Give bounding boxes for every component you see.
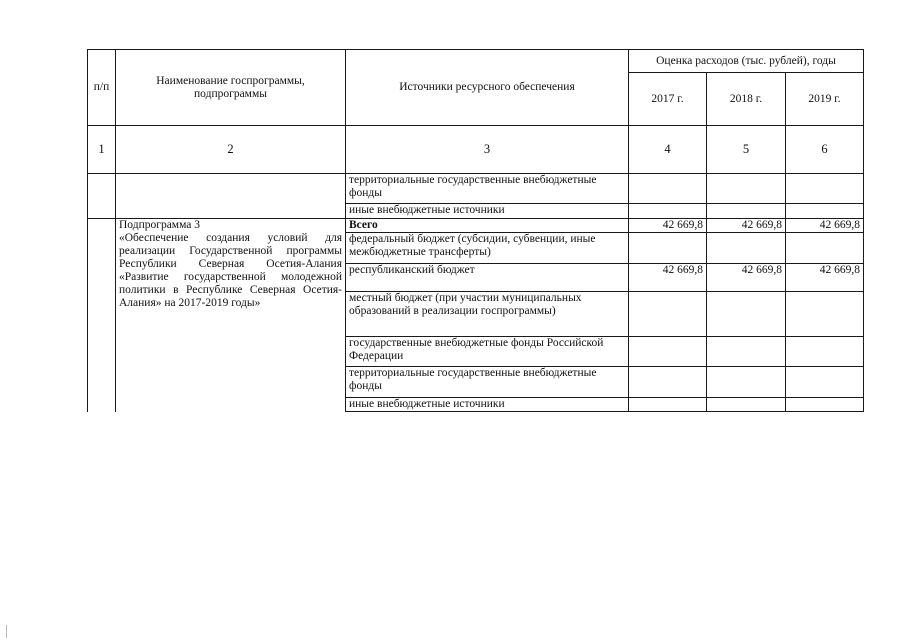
value-cell: [629, 367, 707, 398]
source-cell: федеральный бюджет (субсидии, субвенции, иные межбюджетные трансферты): [346, 233, 629, 264]
value-cell: [786, 398, 864, 412]
subprogram-description: «Обеспечение создания условий для реализации Государственной программы Республики Северная Осетия-Алания «Развитие государственной молодежной политики в Республике Северная Осетия-Алания» на 2017-2019 годы»: [119, 232, 342, 309]
column-number: 1: [88, 126, 116, 174]
source-cell: иные внебюджетные источники: [346, 204, 629, 219]
value-cell: [786, 174, 864, 204]
source-cell: территориальные государственные внебюджетные фонды: [346, 174, 629, 204]
value-cell: 42 669,8: [629, 219, 707, 233]
header-cost-estimate: Оценка расходов (тыс. рублей), годы: [629, 50, 864, 73]
header-row-1: [88, 50, 864, 73]
header-year-2019: 2019 г.: [786, 73, 864, 126]
value-cell: 42 669,8: [786, 219, 864, 233]
value-cell: [786, 337, 864, 367]
name-cell: [116, 174, 346, 219]
value-cell: 42 669,8: [707, 219, 786, 233]
number-cell: [88, 219, 116, 412]
value-cell: [707, 292, 786, 337]
source-cell: территориальные государственные внебюджетные фонды: [346, 367, 629, 398]
source-cell: местный бюджет (при участии муниципальных образований в реализации госпрограммы): [346, 292, 629, 337]
column-number: 5: [707, 126, 786, 174]
value-cell: [707, 204, 786, 219]
budget-table: [87, 49, 864, 412]
column-numbering-row: [88, 126, 864, 174]
value-cell: [629, 337, 707, 367]
value-cell: [707, 367, 786, 398]
header-number: п/п: [88, 50, 116, 126]
subprogram-title: Подпрограмма 3: [119, 219, 201, 231]
header-program-name: Наименование госпрограммы, подпрограммы: [116, 50, 346, 126]
value-cell: 42 669,8: [786, 264, 864, 292]
column-number: 4: [629, 126, 707, 174]
header-resource-sources: Источники ресурсного обеспечения: [346, 50, 629, 126]
source-cell: иные внебюджетные источники: [346, 398, 629, 412]
source-cell: республиканский бюджет: [346, 264, 629, 292]
value-cell: [629, 204, 707, 219]
value-cell: [707, 398, 786, 412]
value-cell: 42 669,8: [629, 264, 707, 292]
header-year-2018: 2018 г.: [707, 73, 786, 126]
column-number: 3: [346, 126, 629, 174]
source-cell-total: Всего: [346, 219, 629, 233]
subprogram-name-cell: [116, 219, 346, 412]
column-number: 2: [116, 126, 346, 174]
scan-artifact: [6, 625, 7, 638]
value-cell: [629, 174, 707, 204]
value-cell: [707, 174, 786, 204]
column-number: 6: [786, 126, 864, 174]
number-cell: [88, 174, 116, 219]
value-cell: [786, 292, 864, 337]
value-cell: [707, 233, 786, 264]
value-cell: [629, 398, 707, 412]
table-row: [88, 219, 864, 233]
value-cell: [786, 233, 864, 264]
value-cell: 42 669,8: [707, 264, 786, 292]
value-cell: [786, 367, 864, 398]
value-cell: [629, 233, 707, 264]
value-cell: [629, 292, 707, 337]
value-cell: [707, 337, 786, 367]
header-year-2017: 2017 г.: [629, 73, 707, 126]
source-cell: государственные внебюджетные фонды Российской Федерации: [346, 337, 629, 367]
value-cell: [786, 204, 864, 219]
table-row: [88, 174, 864, 204]
